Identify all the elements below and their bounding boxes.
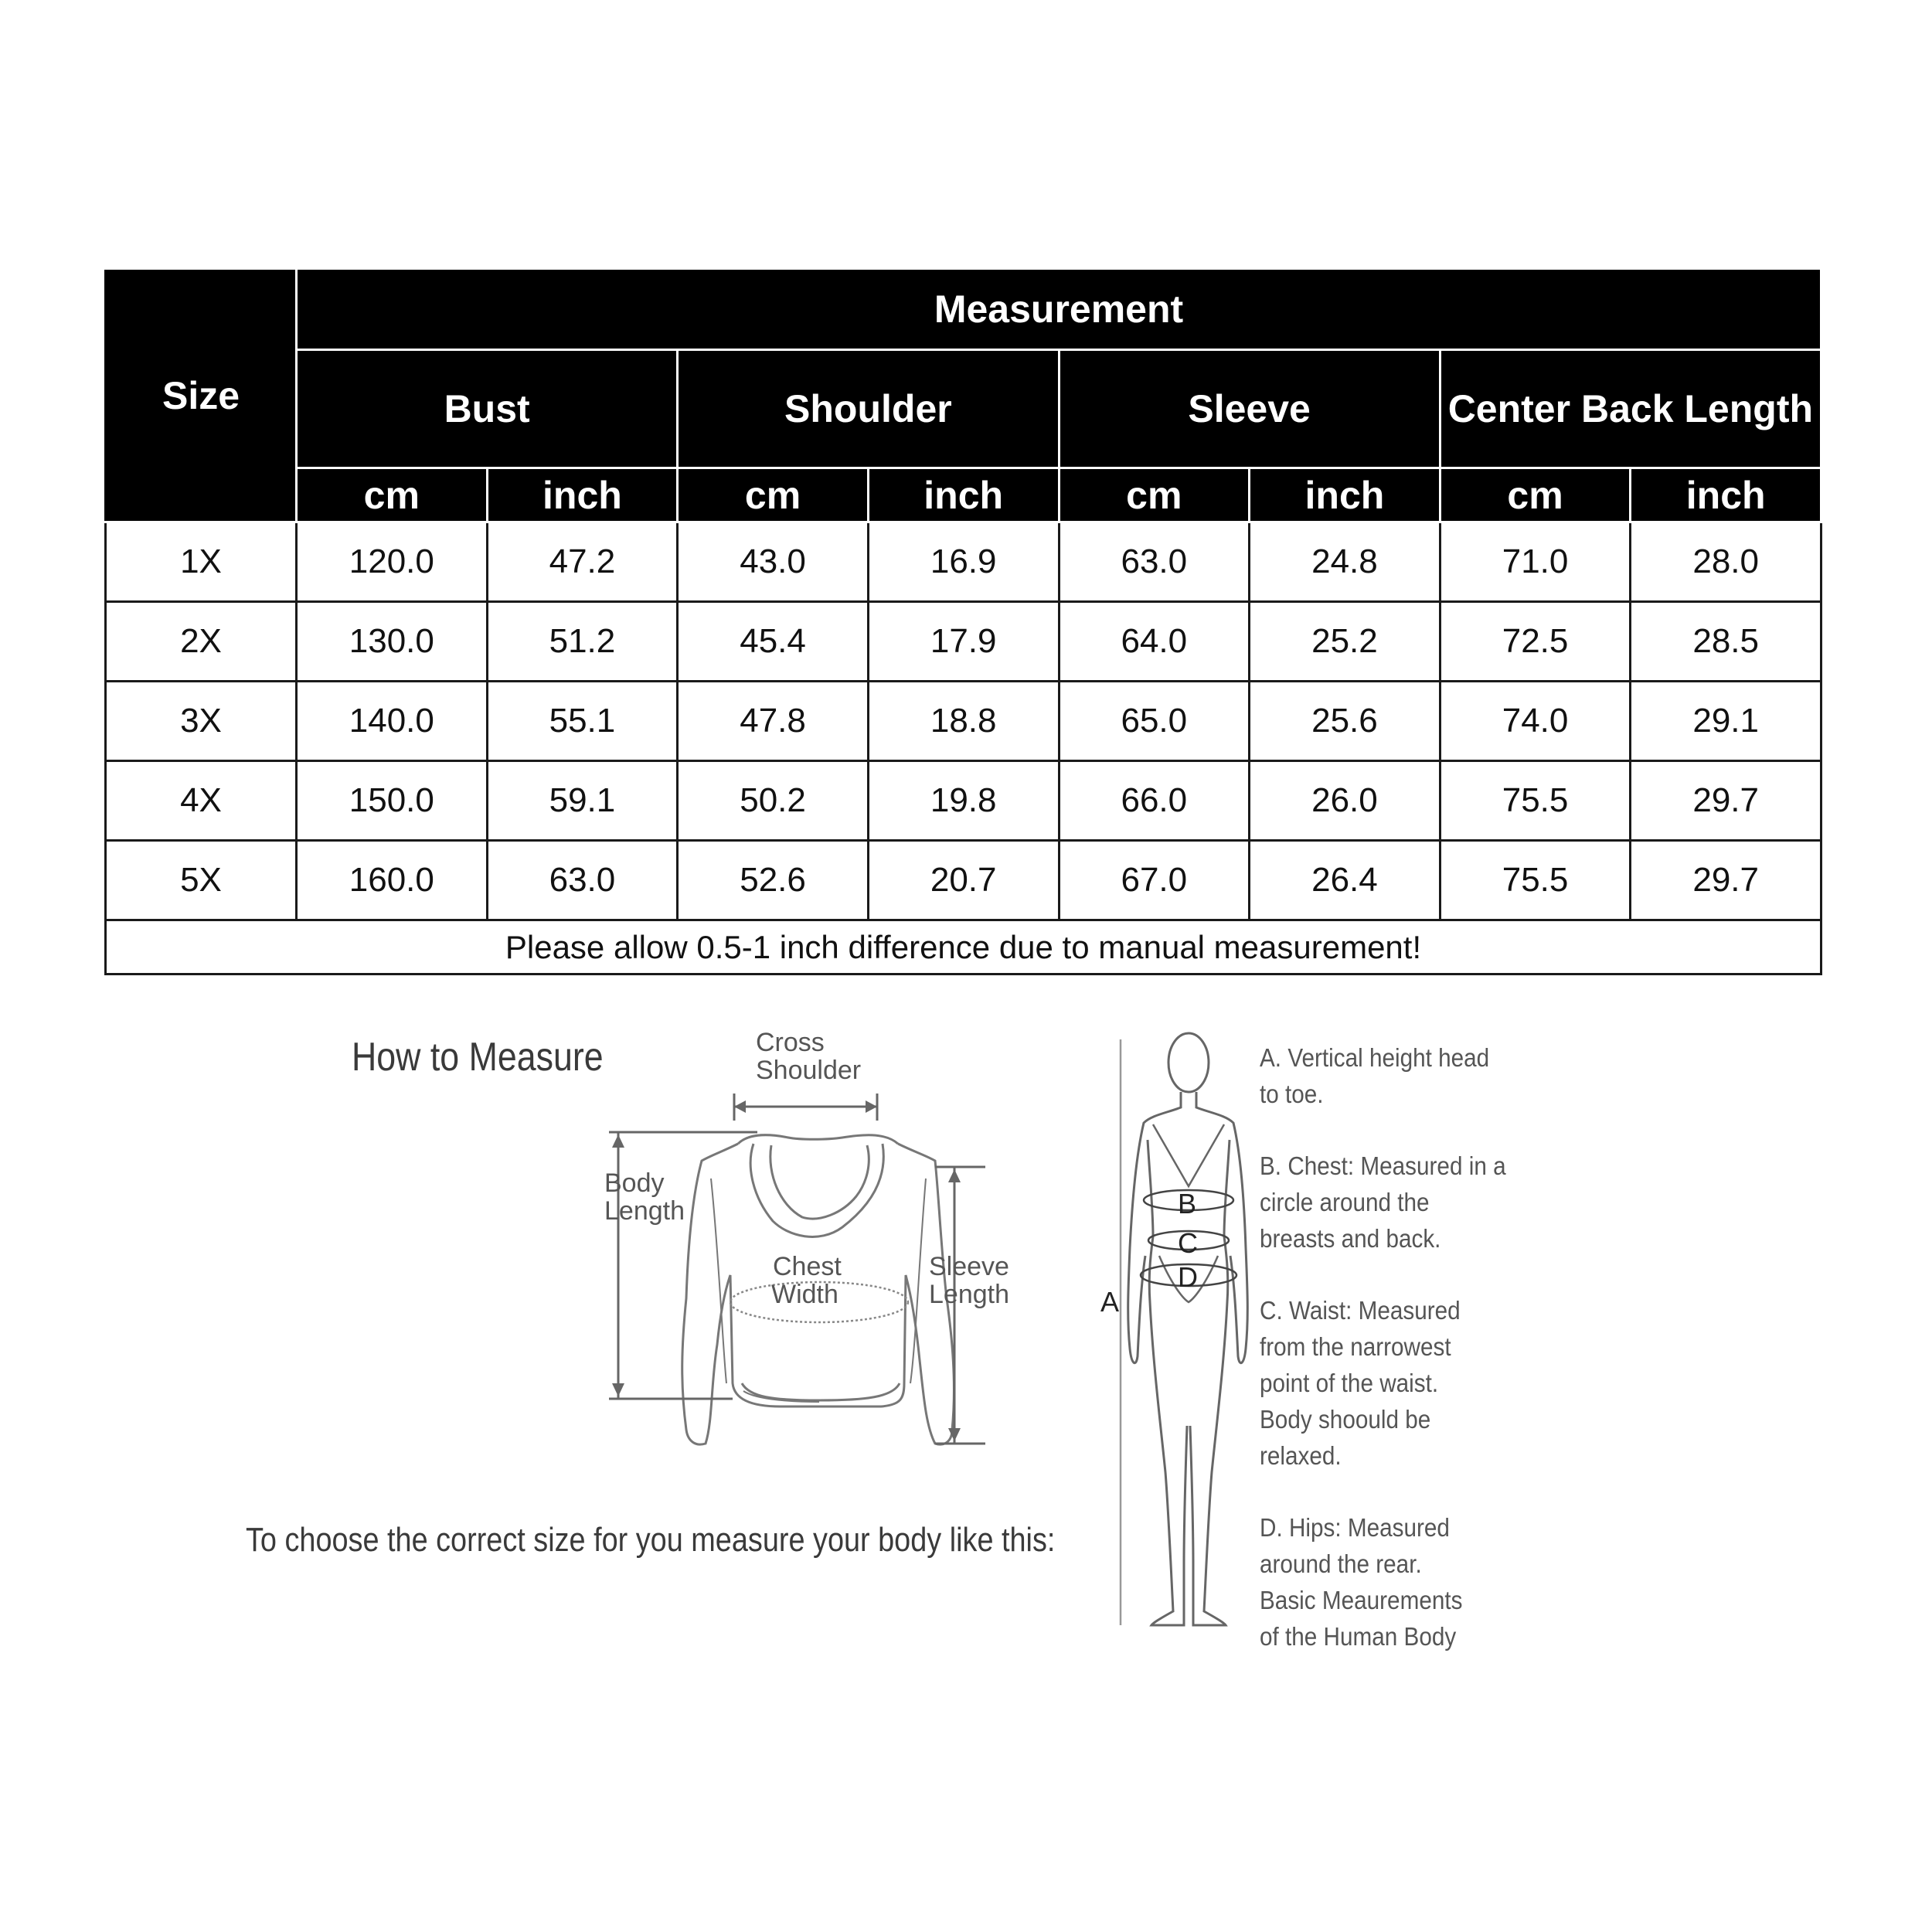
size-chart-table — [104, 267, 1822, 975]
unit-header: cm — [297, 468, 488, 522]
measurement-cell: 25.6 — [1250, 682, 1440, 761]
table-row — [106, 682, 1821, 761]
measurement-cell: 52.6 — [678, 841, 869, 920]
measurement-cell: 24.8 — [1250, 522, 1440, 602]
measurement-cell: 29.7 — [1631, 761, 1821, 841]
cross-shoulder-label: Shoulder — [756, 1056, 862, 1085]
cross-shoulder-label: Cross — [756, 1028, 825, 1057]
note-waist: C. Waist: Measured from the narrowest point of the waist. Body shoould be relaxed. — [1260, 1296, 1461, 1470]
measurement-notes — [1260, 1039, 1584, 1690]
measurement-cell: 71.0 — [1440, 522, 1631, 602]
size-cell: 2X — [106, 602, 297, 682]
sleeve-length-label: Length — [929, 1280, 1009, 1309]
bust-header: Bust — [297, 350, 678, 468]
unit-header: cm — [1440, 468, 1631, 522]
measurement-cell: 26.4 — [1250, 841, 1440, 920]
note-chest: B. Chest: Measured in a circle around the breasts and back. — [1260, 1151, 1506, 1253]
measurement-cell: 63.0 — [1059, 522, 1250, 602]
measurement-cell: 66.0 — [1059, 761, 1250, 841]
table-row — [106, 761, 1821, 841]
table-row — [106, 602, 1821, 682]
measurement-cell: 29.1 — [1631, 682, 1821, 761]
measurement-cell: 43.0 — [678, 522, 869, 602]
measurement-cell: 28.5 — [1631, 602, 1821, 682]
measurement-cell: 47.8 — [678, 682, 869, 761]
measurement-cell: 59.1 — [487, 761, 678, 841]
measurement-cell: 20.7 — [868, 841, 1059, 920]
size-cell: 3X — [106, 682, 297, 761]
unit-header: inch — [1631, 468, 1821, 522]
chest-marker-b: B — [1178, 1188, 1197, 1219]
hips-marker-d: D — [1178, 1261, 1198, 1293]
center-back-length-header: Center Back Length — [1440, 350, 1821, 468]
sleeve-header: Sleeve — [1059, 350, 1440, 468]
measurement-cell: 28.0 — [1631, 522, 1821, 602]
measurement-cell: 50.2 — [678, 761, 869, 841]
note-hips: D. Hips: Measured around the rear. Basic Meaurements of the Human Body — [1260, 1513, 1463, 1651]
body-length-label: Length — [604, 1196, 685, 1226]
unit-header: inch — [487, 468, 678, 522]
measurement-cell: 26.0 — [1250, 761, 1440, 841]
measurement-cell: 120.0 — [297, 522, 488, 602]
measurement-cell: 16.9 — [868, 522, 1059, 602]
measurement-cell: 160.0 — [297, 841, 488, 920]
measurement-cell: 47.2 — [487, 522, 678, 602]
size-cell: 4X — [106, 761, 297, 841]
measurement-cell: 51.2 — [487, 602, 678, 682]
measurement-cell: 17.9 — [868, 602, 1059, 682]
garment-diagram — [595, 1020, 1028, 1468]
note-height: A. Vertical height head to toe. — [1260, 1043, 1490, 1108]
shoulder-header: Shoulder — [678, 350, 1059, 468]
measurement-cell: 65.0 — [1059, 682, 1250, 761]
measurement-cell: 74.0 — [1440, 682, 1631, 761]
unit-header: cm — [1059, 468, 1250, 522]
unit-header: cm — [678, 468, 869, 522]
measurement-header: Measurement — [297, 269, 1821, 350]
cross-shoulder-arrow — [734, 1094, 877, 1121]
measurement-cell: 64.0 — [1059, 602, 1250, 682]
measurement-cell: 75.5 — [1440, 761, 1631, 841]
size-cell: 5X — [106, 841, 297, 920]
measurement-cell: 75.5 — [1440, 841, 1631, 920]
body-figure-diagram — [1097, 1024, 1252, 1642]
measurement-cell: 18.8 — [868, 682, 1059, 761]
body-length-label: Body — [604, 1168, 665, 1198]
measurement-disclaimer: Please allow 0.5-1 inch difference due to manual measurement! — [106, 920, 1821, 975]
measurement-cell: 63.0 — [487, 841, 678, 920]
table-row — [106, 841, 1821, 920]
size-cell: 1X — [106, 522, 297, 602]
how-to-measure-title: How to Measure — [352, 1035, 604, 1080]
measurement-cell: 140.0 — [297, 682, 488, 761]
choose-size-instruction: To choose the correct size for you measure your body like this: — [246, 1521, 1056, 1559]
unit-header: inch — [1250, 468, 1440, 522]
measurement-cell: 45.4 — [678, 602, 869, 682]
unit-header: inch — [868, 468, 1059, 522]
measurement-cell: 55.1 — [487, 682, 678, 761]
waist-marker-c: C — [1178, 1227, 1198, 1259]
measurement-cell: 19.8 — [868, 761, 1059, 841]
measurement-cell: 72.5 — [1440, 602, 1631, 682]
measurement-cell: 150.0 — [297, 761, 488, 841]
size-header: Size — [106, 269, 297, 522]
chest-width-label: Width — [771, 1280, 838, 1309]
measurement-cell: 67.0 — [1059, 841, 1250, 920]
table-row — [106, 522, 1821, 602]
table-body — [106, 522, 1821, 920]
body-outline — [1128, 1033, 1248, 1625]
measurement-cell: 130.0 — [297, 602, 488, 682]
measurement-cell: 25.2 — [1250, 602, 1440, 682]
chest-width-label: Chest — [773, 1252, 842, 1281]
sleeve-length-label: Sleeve — [929, 1252, 1009, 1281]
measurement-cell: 29.7 — [1631, 841, 1821, 920]
height-marker-a: A — [1100, 1286, 1120, 1318]
